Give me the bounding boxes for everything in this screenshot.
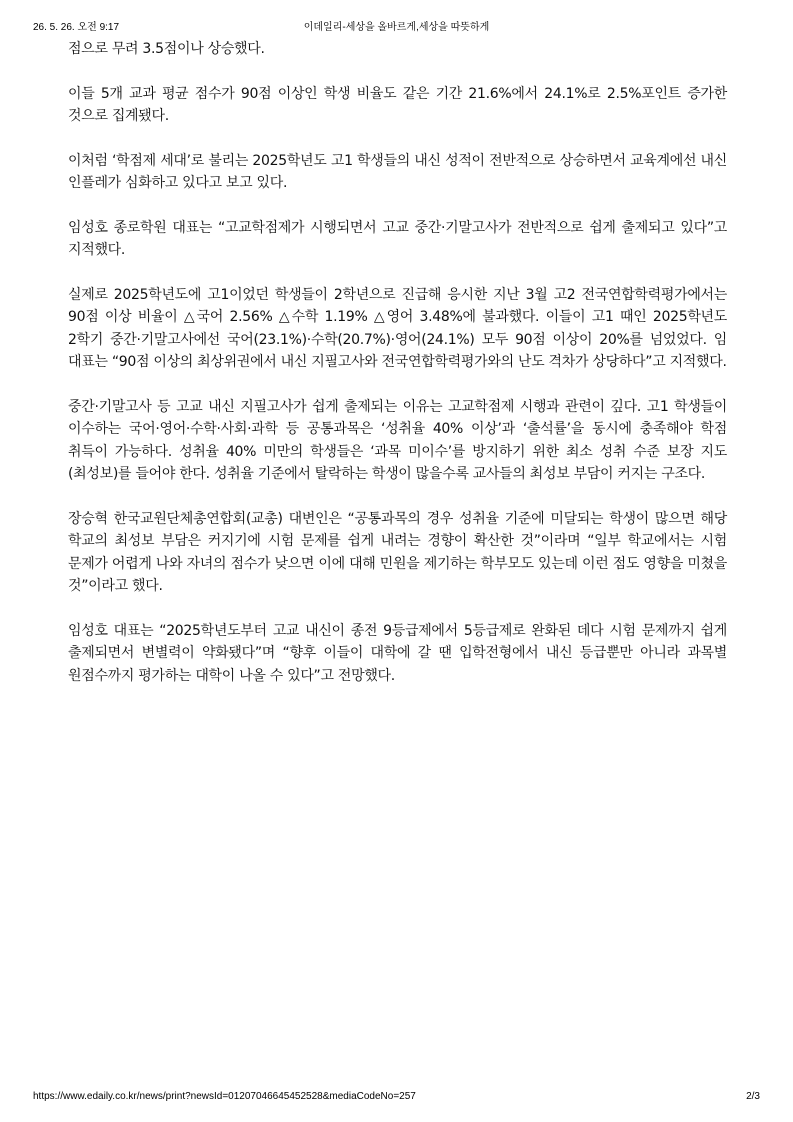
article-body [68,38,727,709]
print-footer [33,1089,760,1105]
print-date: 26. 5. 26. 오전 9:17 [33,22,120,33]
article-paragraph: 실제로 2025학년도에 고1이었던 학생들이 2학년으로 진급해 응시한 지난 3월 고2 전국연합학력평가에서는 90점 이상 비율이 △국어 2.56% △수학 1.19% △영어 3.48%에 불과했다. 이들이 고1 때인 2025학년도 2학기 중간·기말고사에선 국어(23.1%)·수학(20.7%)·영어(24.1%) 모두 90점 이상이 20%를 넘었었다. 임 대표는 “90점 이상의 최상위권에서 내신 지필고사와 전국연합학력평가와의 난도 격차가 상당하다”고 지적했다. [68,286,727,370]
article-paragraph: 중간·기말고사 등 고교 내신 지필고사가 쉽게 출제되는 이유는 고교학점제 시행과 관련이 깊다. 고1 학생들이 이수하는 국어·영어·수학·사회·과학 등 공통과목은 ‘성취율 40% 이상’과 ‘출석률’을 동시에 충족해야 학점 취득이 가능하다. 성취율 40% 미만의 학생들은 ‘과목 미이수’를 방지하기 위한 최소 성취 수준 보장 지도(최성보)를 들어야 한다. 성취율 기준에서 탈락하는 학생이 많을수록 교사들의 최성보 부담이 커지는 구조다. [68,398,727,482]
article-paragraph: 임성호 대표는 “2025학년도부터 고교 내신이 종전 9등급제에서 5등급제로 완화된 데다 시험 문제까지 쉽게 출제되면서 변별력이 약화됐다”며 “향후 이들이 대학에 갈 땐 입학전형에서 내신 등급뿐만 아니라 과목별 원점수까지 평가하는 대학이 나올 수 있다”고 전망했다. [68,622,727,684]
article-paragraph: 임성호 종로학원 대표는 “고교학점제가 시행되면서 고교 중간·기말고사가 전반적으로 쉽게 출제되고 있다”고 지적했다. [68,219,727,258]
article-paragraph: 장승혁 한국교원단체총연합회(교총) 대변인은 “공통과목의 경우 성취율 기준에 미달되는 학생이 많으면 해당 학교의 최성보 부담은 커지기에 시험 문제를 쉽게 내려는 경향이 확산한 것”이라며 “일부 학교에서는 시험 문제가 어렵게 나와 자녀의 점수가 낮으면 이에 대해 민원을 제기하는 학부모도 있는데 이런 점도 영향을 미쳤을 것”이라고 했다. [68,510,727,594]
print-header [33,20,760,36]
page-url: https://www.edaily.co.kr/news/print?newsId=01207046645452528&mediaCodeNo=257 [33,1091,416,1102]
page-number: 2/3 [746,1091,760,1102]
article-paragraph: 이들 5개 교과 평균 점수가 90점 이상인 학생 비율도 같은 기간 21.6%에서 24.1%로 2.5%포인트 증가한 것으로 집계됐다. [68,85,727,124]
page-title: 이데일리-세상을 올바르게,세상을 따뜻하게 [303,22,490,33]
article-paragraph: 점으로 무려 3.5점이나 상승했다. [68,41,265,57]
article-paragraph: 이처럼 ‘학점제 세대’로 불리는 2025학년도 고1 학생들의 내신 성적이 전반적으로 상승하면서 교육계에선 내신 인플레가 심화하고 있다고 보고 있다. [68,152,727,191]
